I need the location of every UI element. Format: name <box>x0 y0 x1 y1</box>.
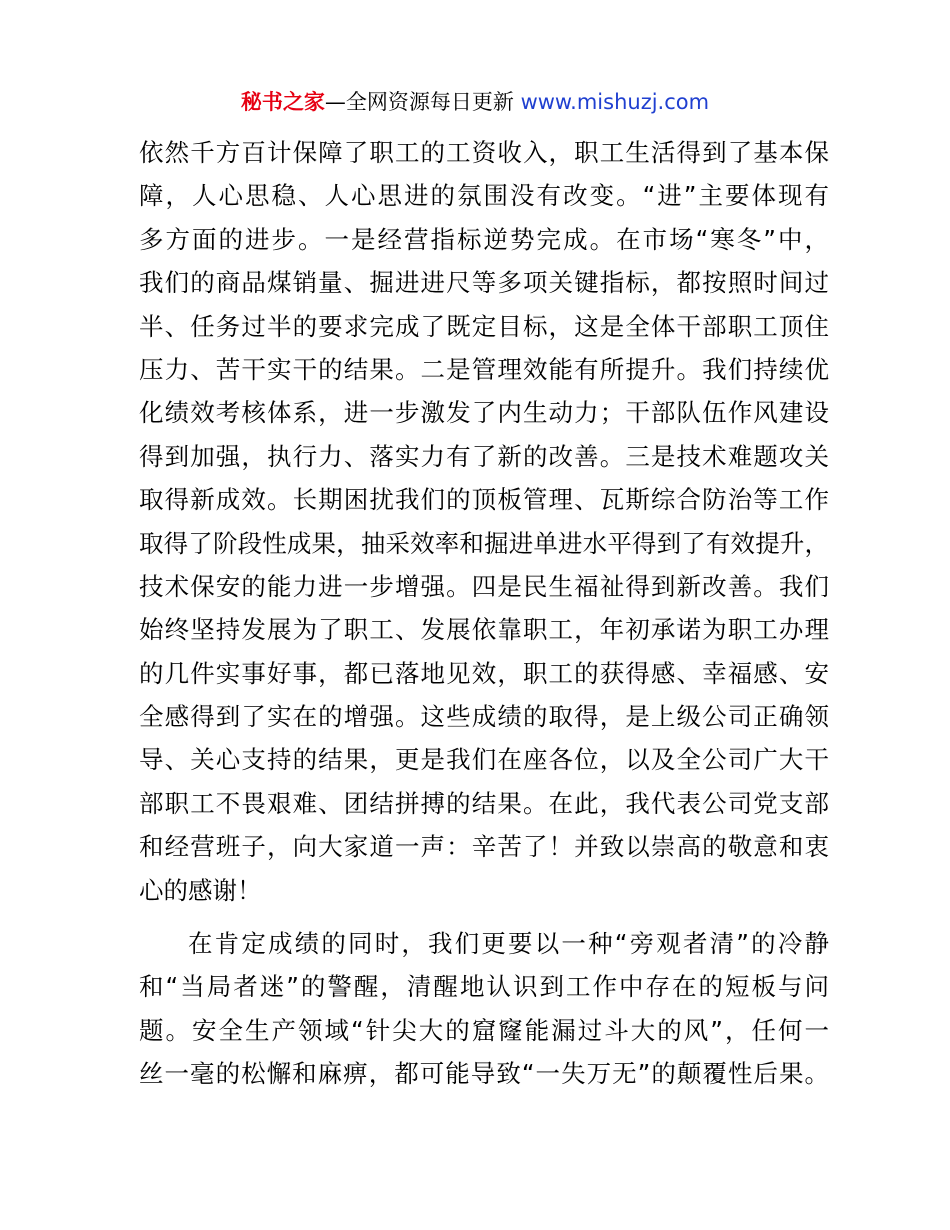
brand-name: 秘书之家 <box>240 90 325 114</box>
text-line: 的几件实事好事，都已落地见效，职工的获得感、幸福感、安 <box>139 658 829 688</box>
text-line: 障，人心思稳、人心思进的氛围没有改变。“进”主要体现有 <box>139 181 829 211</box>
page-header <box>0 86 950 118</box>
paragraph-1 <box>139 131 829 912</box>
text-line: 在肯定成绩的同时，我们更要以一种“旁观者清”的冷静 <box>188 929 829 959</box>
text-line: 和“当局者迷”的警醒，清醒地认识到工作中存在的短板与问 <box>139 972 829 1002</box>
text-line: 压力、苦干实干的结果。二是管理效能有所提升。我们持续优 <box>139 354 829 384</box>
text-line: 全感得到了实在的增强。这些成绩的取得，是上级公司正确领 <box>139 702 829 732</box>
text-line: 部职工不畏艰难、团结拼搏的结果。在此，我代表公司党支部 <box>139 788 829 818</box>
text-line: 我们的商品煤销量、掘进进尺等多项关键指标，都按照时间过 <box>139 268 829 298</box>
paragraph-2 <box>139 922 829 1096</box>
text-line: 导、关心支持的结果，更是我们在座各位，以及全公司广大干 <box>139 745 829 775</box>
text-line: 得到加强，执行力、落实力有了新的改善。三是技术难题攻关 <box>139 441 829 471</box>
text-line: 和经营班子，向大家道一声：辛苦了！并致以崇高的敬意和衷 <box>139 832 829 862</box>
text-line: 多方面的进步。一是经营指标逆势完成。在市场“寒冬”中， <box>139 224 829 254</box>
text-line: 取得了阶段性成果，抽采效率和掘进单进水平得到了有效提升， <box>139 528 829 558</box>
paragraph-gap <box>139 912 829 922</box>
header-tagline: —全网资源每日更新 <box>324 90 521 114</box>
text-line: 技术保安的能力进一步增强。四是民生福祉得到新改善。我们 <box>139 571 829 601</box>
text-line: 心的感谢！ <box>139 875 262 905</box>
text-line: 化绩效考核体系，进一步激发了内生动力；干部队伍作风建设 <box>139 398 829 428</box>
text-line: 始终坚持发展为了职工、发展依靠职工，年初承诺为职工办理 <box>139 615 829 645</box>
text-line: 半、任务过半的要求完成了既定目标，这是全体干部职工顶住 <box>139 311 829 341</box>
text-line: 题。安全生产领域“针尖大的窟窿能漏过斗大的风”，任何一 <box>139 1015 829 1045</box>
text-line: 取得新成效。长期困扰我们的顶板管理、瓦斯综合防治等工作 <box>139 485 829 515</box>
site-url-link[interactable]: www.mishuzj.com <box>520 90 710 114</box>
text-line: 依然千方百计保障了职工的工资收入，职工生活得到了基本保 <box>139 138 829 167</box>
text-line: 丝一毫的松懈和麻痹，都可能导致“一失万无”的颠覆性后果。 <box>139 1059 829 1089</box>
document-body <box>139 131 829 1096</box>
